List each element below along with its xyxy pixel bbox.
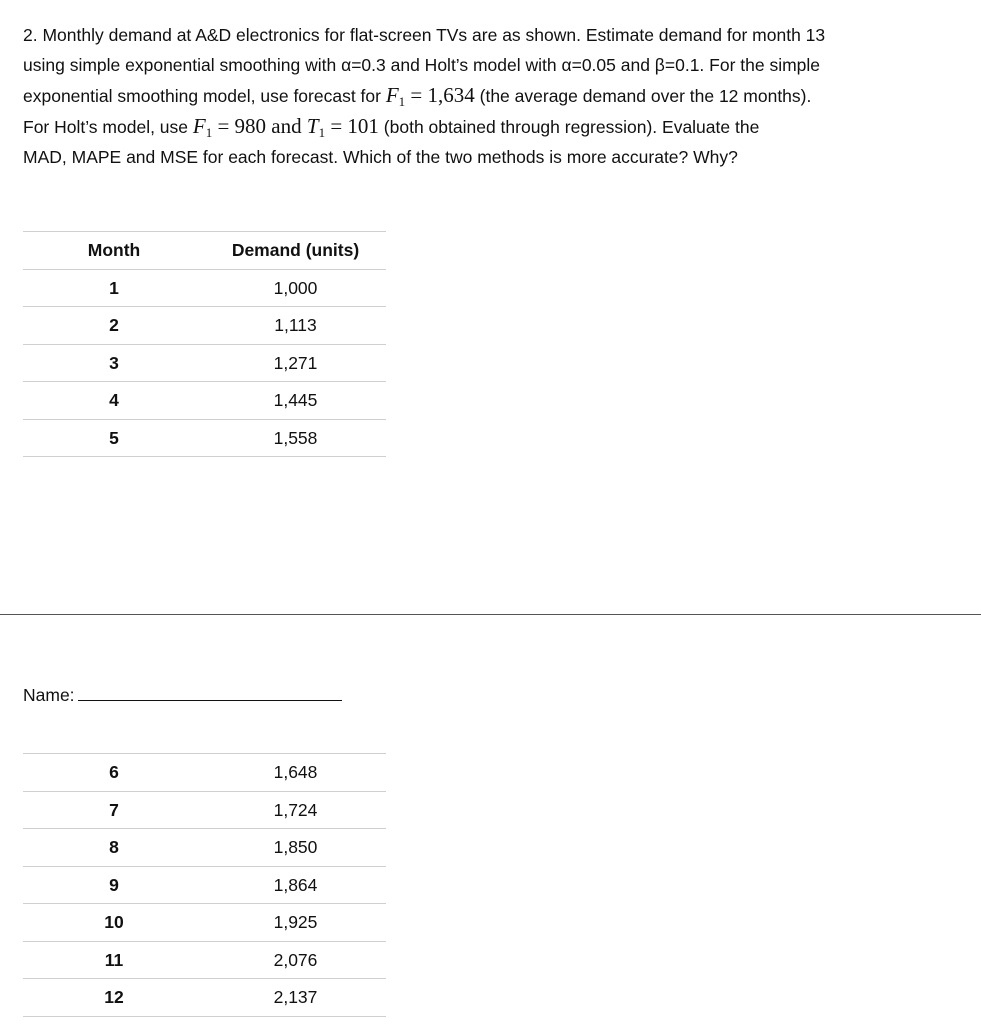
demand-cell: 1,724 <box>273 799 318 820</box>
question-line-3-text-b: (the average demand over the 12 months). <box>474 86 812 106</box>
month-cell: 2 <box>109 315 119 335</box>
table-row <box>23 381 386 419</box>
demand-cell: 1,000 <box>273 277 318 298</box>
forecast-f1-formula <box>386 83 475 107</box>
forecast-f1-value: = 1,634 <box>405 83 475 107</box>
demand-cell: 1,850 <box>273 837 318 857</box>
holt-f1-value: = 980 and <box>212 114 307 138</box>
table-row <box>23 941 386 979</box>
name-blank-line[interactable] <box>78 680 342 701</box>
demand-cell: 2,137 <box>273 987 318 1007</box>
holt-initial-formula <box>193 114 379 138</box>
demand-cell: 1,558 <box>273 427 318 448</box>
demand-column-header: Demand (units) <box>231 240 360 260</box>
month-column-header: Month <box>87 240 141 260</box>
table-row <box>23 866 386 904</box>
demand-cell: 1,864 <box>273 874 318 895</box>
demand-cell: 1,648 <box>273 762 318 782</box>
question-line-3-text-a: exponential smoothing model, use forecast for <box>23 86 386 106</box>
question-line-4-text-a: For Holt’s model, use <box>23 117 193 137</box>
table-row <box>23 753 386 791</box>
table-row <box>23 828 386 866</box>
demand-cell: 1,113 <box>274 315 317 335</box>
month-cell: 6 <box>109 762 119 782</box>
holt-f-subscript: 1 <box>205 125 213 140</box>
month-cell: 11 <box>104 949 124 970</box>
month-cell: 5 <box>109 427 119 448</box>
demand-cell: 2,076 <box>273 949 318 970</box>
table-row <box>23 419 386 458</box>
table-row <box>23 978 386 1017</box>
demand-table-bottom <box>23 753 386 1017</box>
question-line-3 <box>23 80 963 111</box>
name-field <box>23 680 342 708</box>
page-separator <box>0 614 981 615</box>
question-line-1: 2. Monthly demand at A&D electronics for flat-screen TVs are as shown. Estimate demand for month 13 <box>23 25 826 45</box>
name-label: Name: <box>23 685 75 705</box>
month-cell: 12 <box>104 987 124 1007</box>
table-row <box>23 791 386 829</box>
demand-cell: 1,445 <box>273 390 318 410</box>
question-line-2: using simple exponential smoothing with α=0.3 and Holt’s model with α=0.05 and β=0.1. For the simple <box>23 55 821 75</box>
question-line-5: MAD, MAPE and MSE for each forecast. Which of the two methods is more accurate? Why? <box>23 147 738 167</box>
holt-t-subscript: 1 <box>318 125 326 140</box>
holt-f-symbol: F <box>192 114 206 138</box>
holt-t1-value: = 101 <box>325 114 379 138</box>
holt-t-symbol: T <box>306 114 319 138</box>
month-cell: 3 <box>109 352 119 373</box>
table-row <box>23 306 386 344</box>
question-line-4-text-b: (both obtained through regression). Evaluate the <box>378 117 760 137</box>
question-line-4 <box>23 111 963 142</box>
month-cell: 4 <box>109 390 119 410</box>
forecast-f-symbol: F <box>385 83 399 107</box>
table-header-row <box>23 231 386 269</box>
demand-table-top <box>23 231 386 457</box>
month-cell: 1 <box>109 277 119 298</box>
question-text <box>23 20 963 172</box>
demand-cell: 1,271 <box>273 352 318 373</box>
demand-cell: 1,925 <box>273 912 318 932</box>
month-cell: 10 <box>104 912 124 932</box>
forecast-f-subscript: 1 <box>398 94 406 109</box>
month-cell: 7 <box>109 799 119 820</box>
table-row <box>23 903 386 941</box>
table-row <box>23 344 386 382</box>
month-cell: 8 <box>109 837 119 857</box>
month-cell: 9 <box>109 874 119 895</box>
table-row <box>23 269 386 307</box>
